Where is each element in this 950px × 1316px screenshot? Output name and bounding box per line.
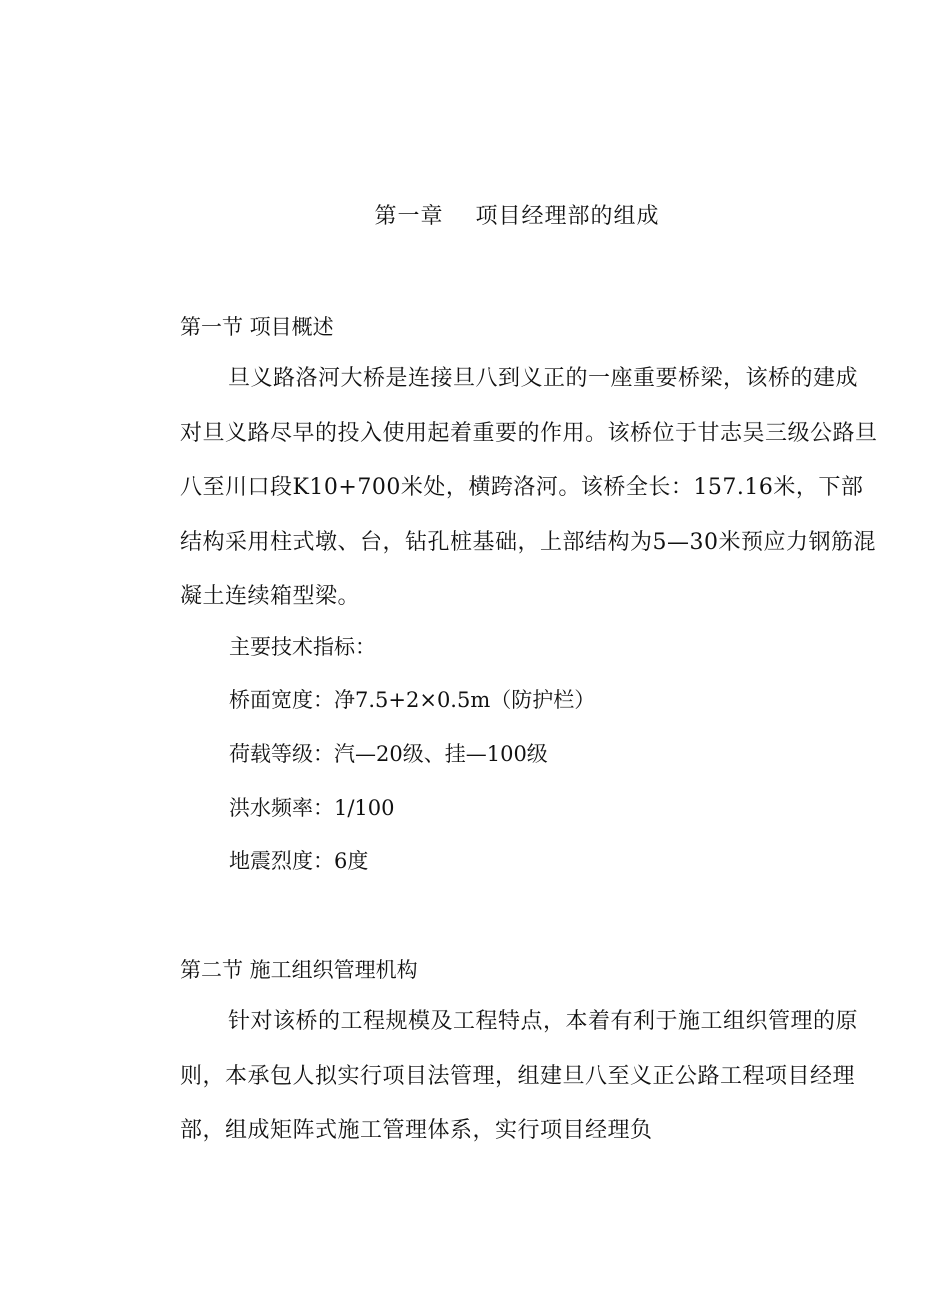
chapter-title: 第一章 项目经理部的组成 xyxy=(374,204,660,229)
section-heading-management: 第二节 施工组织管理机构 xyxy=(180,958,418,982)
management-paragraph: 针对该桥的工程规模及工程特点，本着有利于施工组织管理的原则，本承包人拟实行项目法管理，组建旦八至义正公路工程项目经理部，组成矩阵式施工管理体系，实行项目经理负 xyxy=(180,1009,859,1143)
overview-paragraph: 旦义路洛河大桥是连接旦八到义正的一座重要桥梁，该桥的建成对旦义路尽早的投入使用起着重要的作用。该桥位于甘志吴三级公路旦八至川口段K10+700米处，横跨洛河。该桥全长：157.16米，下部结构采用柱式墩、台，钻孔桩基础，上部结构为5—30米预应力钢筋混凝土连续箱型梁。 xyxy=(180,366,878,609)
indicator-flood-frequency: 洪水频率：1/100 xyxy=(229,796,395,820)
indicator-load-grade: 荷载等级：汽—20级、挂—100级 xyxy=(229,742,548,766)
indicators-title: 主要技术指标： xyxy=(229,635,376,659)
indicator-seismic-intensity: 地震烈度：6度 xyxy=(229,849,369,873)
section-heading-overview: 第一节 项目概述 xyxy=(180,315,334,339)
indicator-deck-width: 桥面宽度：净7.5+2×0.5m（防护栏） xyxy=(229,688,596,712)
